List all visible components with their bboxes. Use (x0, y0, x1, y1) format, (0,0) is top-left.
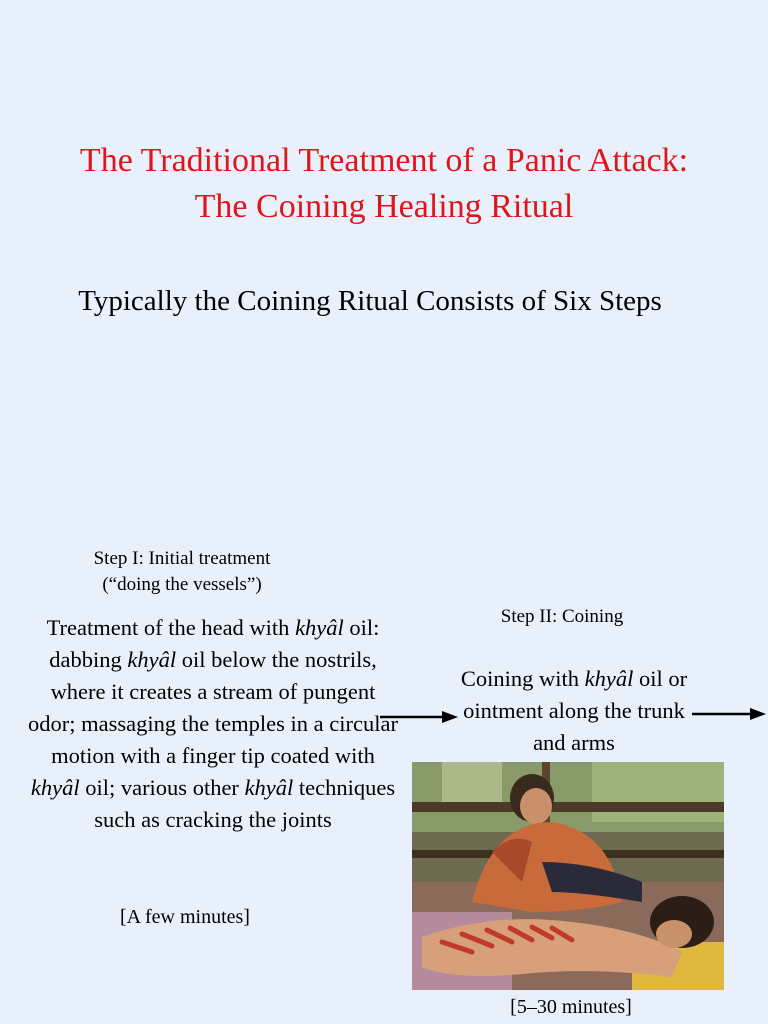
step1-description (28, 612, 398, 836)
title-line-1: The Traditional Treatment of a Panic Attack: (79, 142, 689, 179)
step1-heading-line-2: (“doing the vessels”) (102, 574, 262, 595)
step2-text: oil or ointment along the trunk and arms (463, 666, 688, 755)
step1-duration: [A few minutes] (120, 906, 250, 928)
arrow-right-icon (692, 706, 768, 722)
khyal-term: khyâl (30, 775, 80, 800)
title-line-2: The Coining Healing Ritual (194, 188, 574, 225)
step2-heading: Step II: Coining (500, 606, 624, 627)
khyal-term: khyâl (127, 647, 177, 672)
slide-title (0, 138, 768, 230)
step2-duration: [5–30 minutes] (510, 996, 632, 1018)
step1-text: Treatment of the head with (46, 615, 296, 640)
step2-description (446, 663, 702, 759)
step1-text: oil: dabbing (49, 615, 380, 672)
slide-subtitle: Typically the Coining Ritual Consists of Six Steps (78, 285, 662, 317)
step1-text: oil; various other (79, 775, 245, 800)
coining-ritual-photo (412, 762, 724, 990)
step1-text: techniques such as cracking the joints (94, 775, 396, 832)
khyal-term: khyâl (244, 775, 294, 800)
khyal-term: khyâl (584, 666, 634, 691)
step1-heading (60, 546, 304, 598)
khyal-term: khyâl (295, 615, 344, 640)
step1-text: oil below the nostrils, where it creates a stream of pungent odor; massaging the temples in a circular motion with a finger tip coated with (28, 647, 398, 768)
step1-heading-line-1: Step I: Initial treatment (93, 548, 271, 569)
step2-text: Coining with (460, 666, 585, 691)
